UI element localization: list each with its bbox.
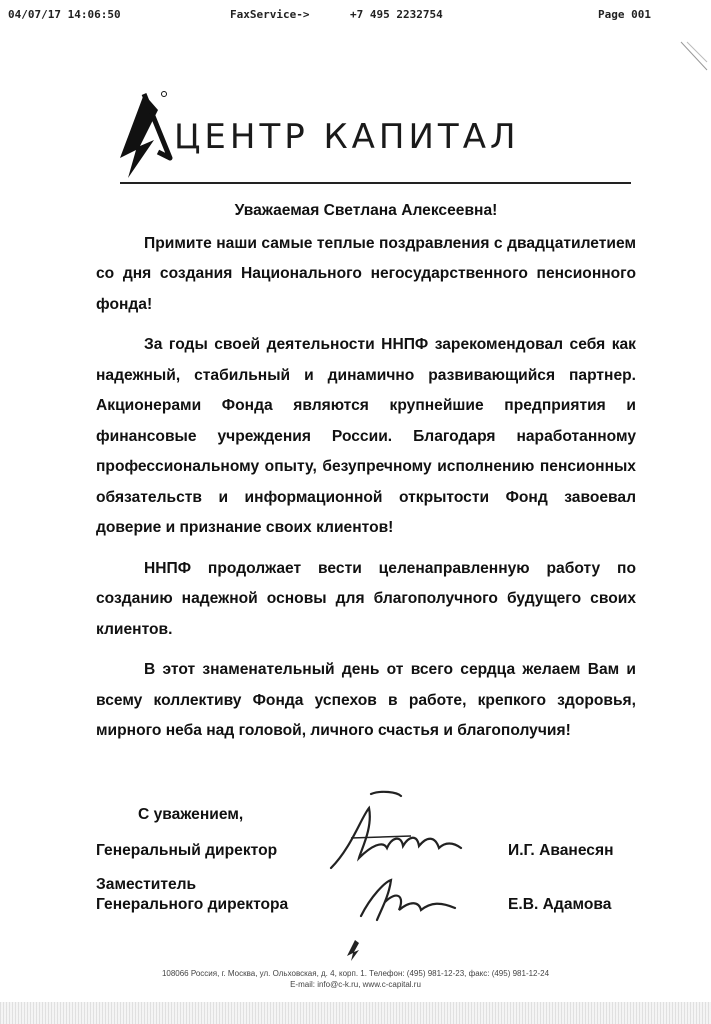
fax-phone: +7 495 2232754	[350, 8, 443, 21]
signature-2-icon	[346, 866, 476, 936]
letter-paragraph: За годы своей деятельности ННПФ зарекомендовал себя как надежный, стабильный и динамично развивающийся партнер. Акционерами Фонда являются крупнейшие предприятия и финансовые учреждения России. Благодаря наработанному профессиональному опыту, безупречному исполнению пенсионных обязательств и информационной открытости Фонд завоевал доверие и признание своих клиентов!	[96, 336, 636, 536]
scan-noise-band	[0, 1002, 711, 1024]
signer2-title-line2: Генерального директора	[96, 896, 289, 913]
footer-logo-icon	[344, 938, 366, 962]
signer2-name: Е.В. Адамова	[508, 896, 612, 913]
letter-paragraph: Примите наши самые теплые поздравления с двадцатилетием со дня создания Национального негосударственного пенсионного фонда!	[96, 234, 636, 313]
signature-1-icon	[306, 788, 476, 878]
letter-paragraph: В этот знаменательный день от всего сердца желаем Вам и всему коллективу Фонда успехов в работе, крепкого здоровья, мирного неба над головой, личного счастья и благополучия!	[96, 661, 636, 739]
letter-paragraph: ННПФ продолжает вести целенаправленную работу по созданию надежной основы для благополучного будущего своих клиентов.	[96, 559, 636, 638]
fax-service: FaxService->	[230, 8, 310, 21]
signer1-title: Генеральный директор	[96, 842, 278, 859]
letter-greeting: Уважаемая Светлана Алексеевна!	[234, 202, 498, 219]
fax-datetime: 04/07/17 14:06:50	[8, 8, 121, 21]
signer2-title-line1: Заместитель	[96, 876, 197, 893]
closing-line: С уважением,	[138, 806, 244, 823]
logo-text: ЦЕНТР КАПИТАЛ	[174, 117, 520, 157]
fax-page-number: Page 001	[598, 8, 651, 21]
scan-artifact-icon	[679, 40, 709, 80]
footer-contacts: E-mail: info@c-k.ru, www.c-capital.ru	[290, 980, 421, 989]
footer-address: 108066 Россия, г. Москва, ул. Ольховская, д. 4, корп. 1. Телефон: (495) 981-12-23, факс: (495) 981-12-24	[161, 969, 550, 978]
signature-block	[96, 0, 636, 1024]
signer1-name: И.Г. Аванесян	[508, 842, 614, 859]
